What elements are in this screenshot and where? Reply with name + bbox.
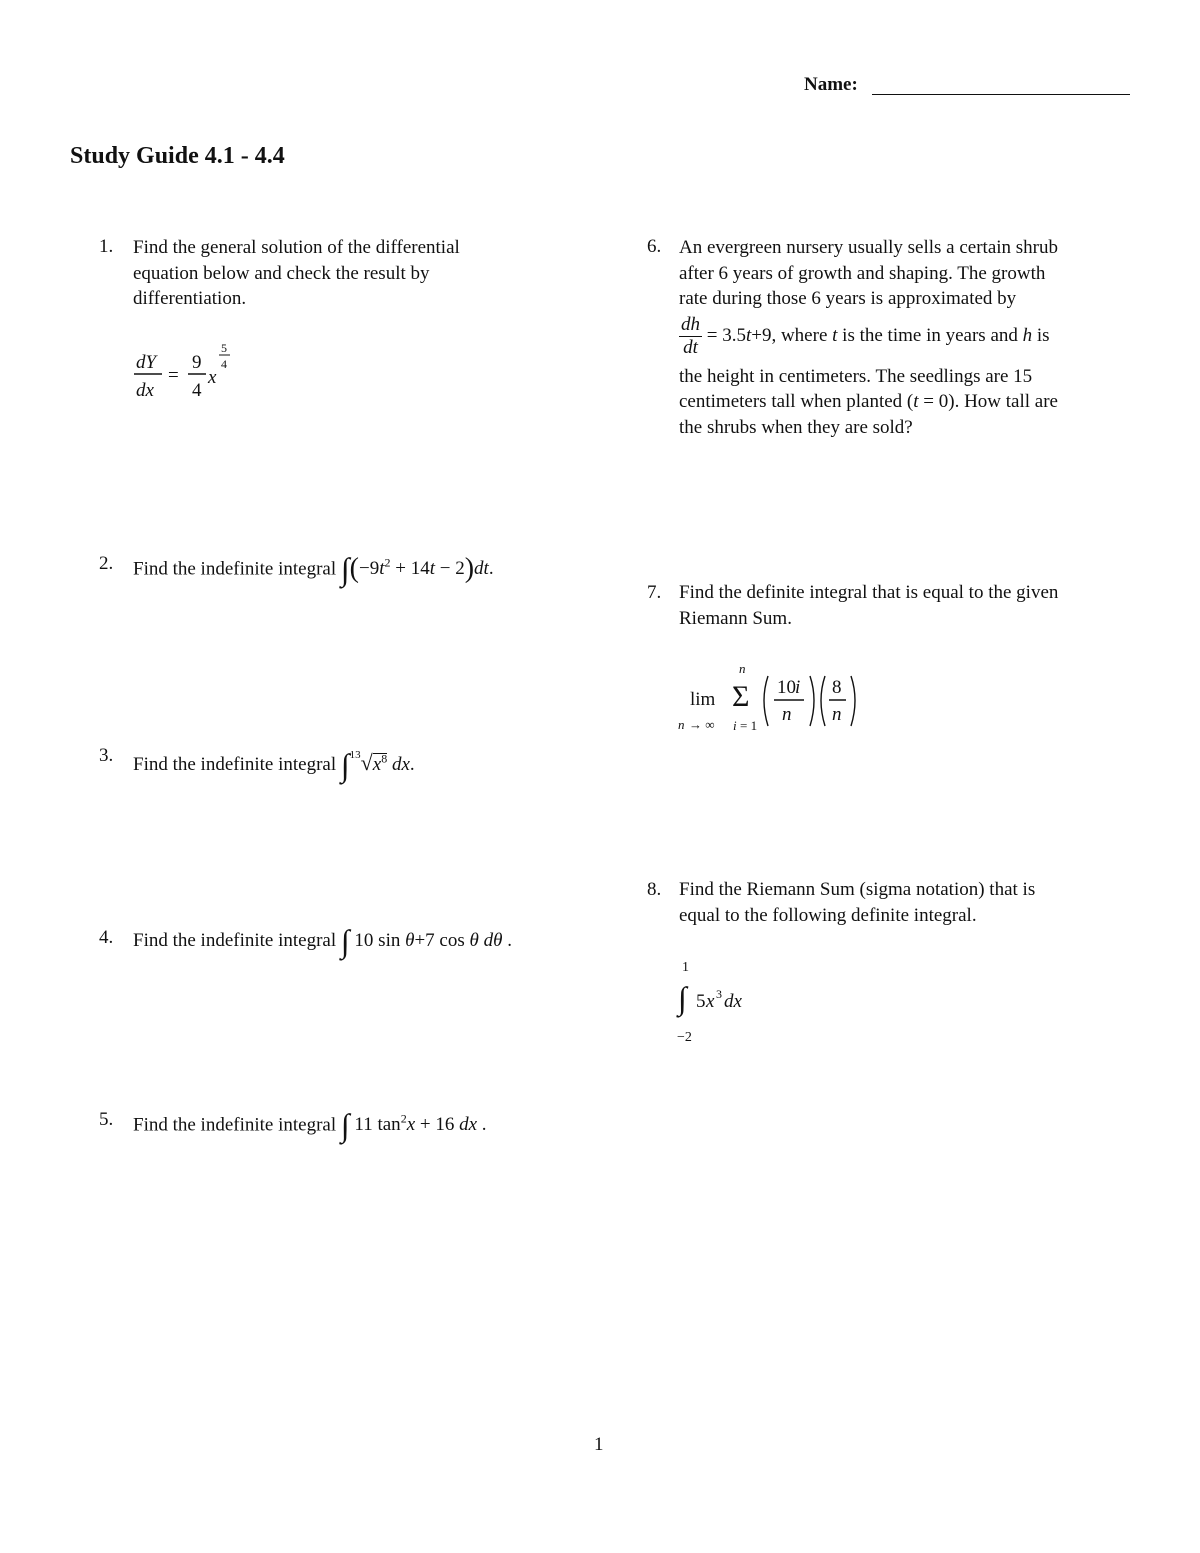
svg-text:i: i: [733, 718, 737, 733]
question-text: An evergreen nursery usually sells a certain shrub: [679, 237, 1058, 258]
question-number: 4.: [99, 927, 114, 948]
svg-text:= 1: = 1: [740, 718, 758, 733]
svg-text:=: =: [168, 365, 179, 386]
svg-text:x: x: [706, 991, 715, 1012]
integral-expression: ∫ 10 sin θ+7 cos θ dθ .: [340, 923, 512, 959]
svg-text:4: 4: [221, 357, 227, 371]
question-number: 8.: [647, 879, 662, 900]
question-text: the height in centimeters. The seedlings are 15: [679, 365, 1033, 387]
question-number: 3.: [99, 745, 114, 766]
question-text: differentiation.: [133, 288, 247, 309]
integral-expression: $\int(-9t^2 + 14t - 2)dt$.: [340, 551, 494, 588]
rate-equation: $\frac{dh}{dt}$ = 3.5t+9, where t is the time in years and h is: [681, 313, 1050, 358]
question-text: Riemann Sum.: [679, 607, 792, 629]
definite-integral-expression: [674, 954, 784, 1049]
svg-text:−2: −2: [677, 1030, 692, 1045]
question-text: the shrubs when they are sold?: [679, 416, 913, 438]
svg-text:→ ∞: → ∞: [689, 717, 715, 732]
question-text: Find the Riemann Sum (sigma notation) that is: [679, 879, 1036, 900]
integral-expression: ∫ 11 $\tan^2x + 16$ dx .: [340, 1107, 487, 1144]
question-text: Find the indefinite integral: [133, 1114, 337, 1136]
svg-text:4: 4: [192, 380, 202, 401]
svg-text:lim: lim: [690, 689, 716, 710]
question-number: 1.: [99, 236, 114, 257]
question-number: 5.: [99, 1109, 114, 1130]
svg-text:n: n: [782, 704, 792, 725]
svg-text:5: 5: [221, 341, 227, 355]
name-label: Name:: [804, 74, 858, 95]
svg-text:n: n: [678, 717, 685, 732]
question-text: Find the general solution of the differential: [133, 237, 460, 258]
svg-text:n: n: [832, 704, 842, 725]
question-text: rate during those 6 years is approximated by: [679, 288, 1017, 309]
svg-text:∫: ∫: [678, 980, 687, 1016]
equation-dy-dx: [130, 338, 250, 406]
svg-text:dY: dY: [136, 352, 157, 373]
question-text: equation below and check the result by: [133, 262, 430, 284]
svg-text:8: 8: [832, 677, 842, 698]
name-field-line[interactable]: [872, 94, 1130, 95]
svg-text:10: 10: [777, 677, 796, 698]
question-text: Find the indefinite integral: [133, 930, 337, 951]
svg-text:dx: dx: [136, 380, 154, 401]
question-text: centimeters tall when planted (t = 0). How tall are: [679, 391, 1058, 412]
svg-text:3: 3: [716, 987, 722, 1001]
svg-text:Σ: Σ: [732, 680, 750, 713]
svg-text:dx: dx: [724, 991, 742, 1012]
svg-text:x: x: [208, 367, 217, 388]
svg-text:1: 1: [682, 960, 689, 975]
riemann-sum-expression: [676, 660, 876, 740]
question-text: equal to the following definite integral.: [679, 904, 977, 926]
svg-text:i: i: [795, 677, 801, 698]
integral-expression: $\int^{13}√x^8$ dx.: [340, 747, 415, 783]
question-number: 6.: [647, 236, 662, 257]
page-number: 1: [594, 1434, 604, 1455]
question-text: Find the definite integral that is equal to the given: [679, 582, 1059, 603]
svg-text:n: n: [739, 661, 746, 676]
svg-text:5: 5: [696, 991, 706, 1012]
question-number: 7.: [647, 582, 662, 603]
svg-text:9: 9: [192, 352, 202, 373]
question-number: 2.: [99, 553, 114, 574]
question-text: Find the indefinite integral: [133, 754, 337, 775]
question-text: after 6 years of growth and shaping. The growth: [679, 262, 1046, 284]
page-title: Study Guide 4.1 - 4.4: [70, 143, 285, 169]
question-text: Find the indefinite integral: [133, 558, 337, 580]
